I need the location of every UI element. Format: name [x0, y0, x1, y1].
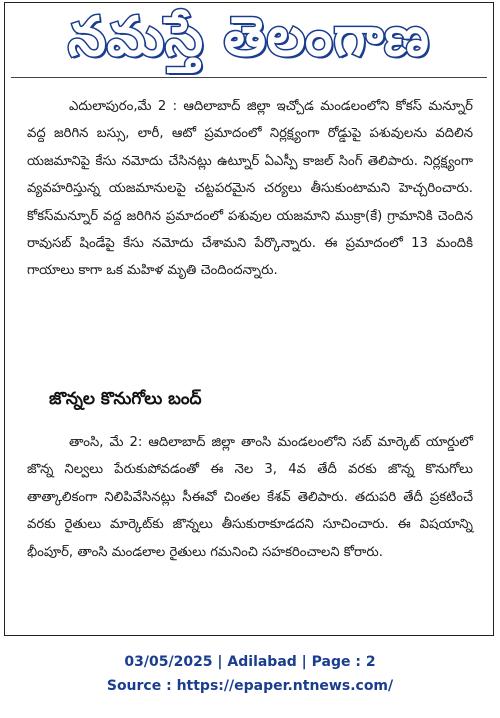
article-2-body: తాంసి, మే 2: ఆదిలాబాద్ జిల్లా తాంసి మండలంలోని సబ్ మార్కెట్ యార్డులో జొన్న నిల్వలు పేరుకుపోవడంతో ఈ నెల 3, 4వ తేదీ వరకు జొన్న కొనుగోలు తాత్కాలికంగా నిలిపివేసినట్లు సీఈవో చింతల కేశవ్ తెలిపారు. తదుపరి తేదీ ప్రకటించే వరకు రైతులు మార్కెట్‌కు జొన్నలు తీసుకురాకూడదని సూచించారు. ఈ విషయాన్ని భీంపూర్, తాంసి మండలాల రైతులు గమనించి సహకరించాలని కోరారు.: [27, 435, 473, 560]
masthead-title: నమస్తే తెలంగాణ: [68, 5, 430, 68]
footer-dateline: 03/05/2025 | Adilabad | Page : 2: [124, 654, 376, 670]
newspaper-clipping: [4, 2, 494, 636]
masthead: [5, 3, 493, 77]
masthead-divider: [11, 77, 487, 78]
article-1-body: ఎదులాపురం,మే 2 : ఆదిలాబాద్ జిల్లా ఇచ్చోడ మండలంలోని కోకస్ మన్నూర్ వద్ద జరిగిన బస్సు, లారీ, ఆటో ప్రమాదంలో నిర్లక్ష్యంగా రోడ్డుపై పశువులను వదిలిన యజమానిపై కేసు నమోదు చేసినట్లు ఉట్నూర్ ఏఎస్పీ కాజల్ సింగ్ తెలిపారు. నిర్లక్ష్యంగా వ్యవహరిస్తున్న యజమానులపై చట్టపరమైన చర్యలు తీసుకుంటామని హెచ్చరించారు. కోకస్‌మన్నూర్ వద్ద జరిగిన ప్రమాదంలో పశువుల యజమాని ముక్రా(కే) గ్రామానికి చెందిన రావుసబ్ షిండేపై కేసు నమోదు చేశామని పేర్కొన్నారు. ఈ ప్రమాదంలో 13 మందికి గాయాలు కాగా ఒక మహిళ మృతి చెందిందన్నారు.: [27, 99, 473, 279]
footer-source: Source : https://epaper.ntnews.com/: [106, 678, 394, 694]
article-2-headline: జొన్నల కొనుగోలు బంద్: [49, 389, 202, 409]
